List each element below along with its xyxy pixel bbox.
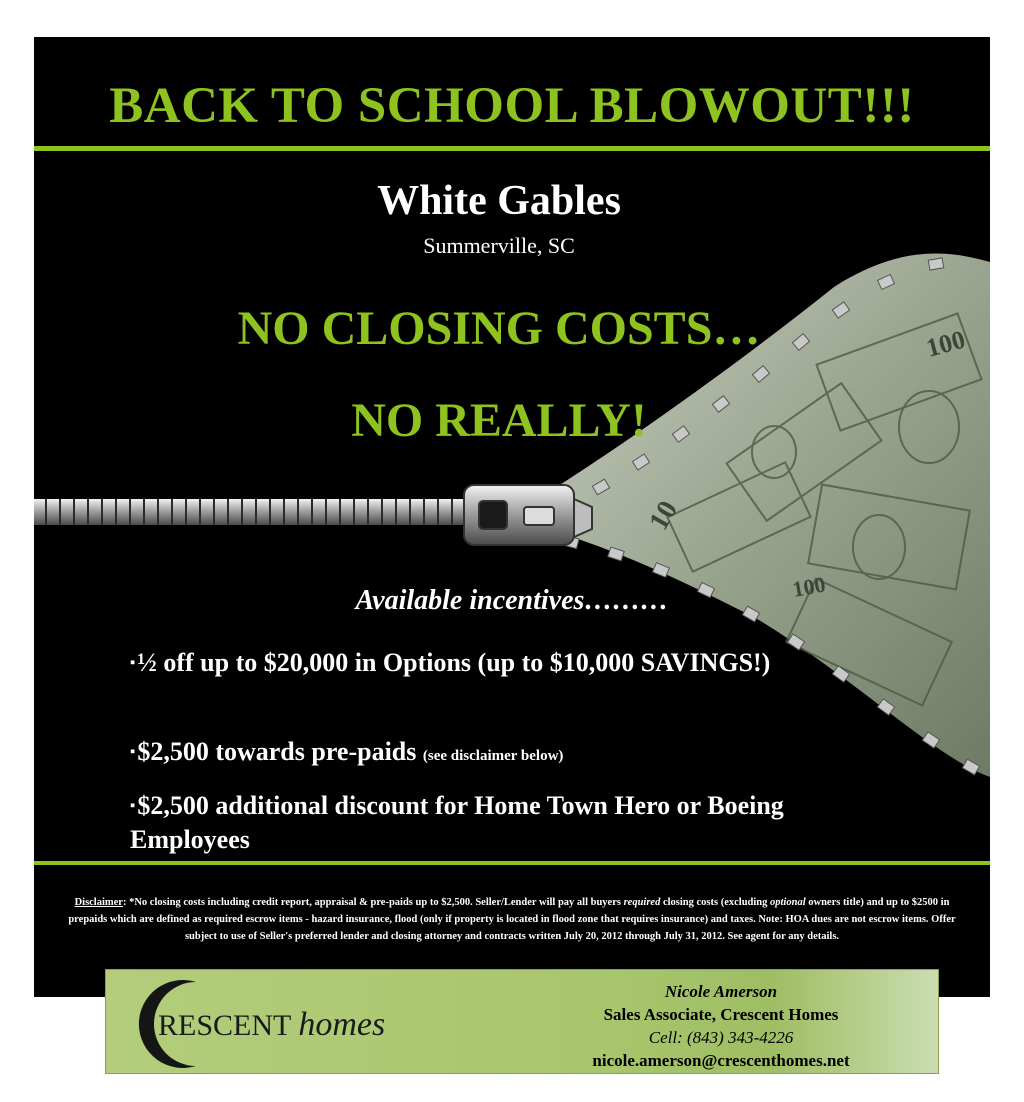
promo-line-1: NO CLOSING COSTS… <box>237 302 761 355</box>
disclaimer-optional: optional <box>770 897 806 908</box>
agent-email: nicole.amerson@crescenthomes.net <box>592 1051 850 1070</box>
zipper-pull <box>464 485 592 545</box>
agent-title: Sales Associate, Crescent Homes <box>603 1005 839 1024</box>
svg-text:10: 10 <box>643 495 685 536</box>
incentive-item <box>130 735 830 773</box>
zipper-track <box>34 499 474 525</box>
promo-line-2: NO REALLY! <box>351 394 647 447</box>
community-name: White Gables <box>377 178 621 224</box>
bullet-icon: ▪ <box>130 798 136 814</box>
svg-text:100: 100 <box>923 324 969 363</box>
incentive-text: $2,500 additional discount for Home Town Hero or Boeing Employees <box>130 791 784 854</box>
headline: BACK TO SCHOOL BLOWOUT!!! <box>109 78 915 134</box>
incentive-text: ½ off up to $20,000 in Options (up to $10,000 SAVINGS!) <box>137 648 771 677</box>
agent-footer <box>105 969 939 1074</box>
disclaimer <box>54 894 970 945</box>
incentive-note: (see disclaimer below) <box>422 748 564 764</box>
crescent-homes-logo <box>158 1006 385 1044</box>
disclaimer-text-3: owners title) and up to $2500 in prepaids which are defined as required escrow items - hazard insurance, flood (only if property is located in flood zone that requires insurance) and taxes. Note: HOA dues are not escrow items. Offer subject to use of Seller's preferred lender and closing attorney and contracts written July 20, 2012 through July 31, 2012. See agent for any details. <box>68 897 956 942</box>
incentive-item <box>130 789 830 856</box>
community-location: Summerville, SC <box>423 233 575 258</box>
logo-brand-text: RESCENT <box>158 1009 291 1042</box>
incentives-heading: Available incentives……… <box>355 585 669 616</box>
incentive-text: $2,500 towards pre-paids <box>137 737 417 766</box>
agent-name: Nicole Amerson <box>664 982 778 1001</box>
logo-brand-script: homes <box>298 1006 386 1043</box>
agent-phone: Cell: (843) 343-4226 <box>648 1028 794 1047</box>
flyer <box>34 37 990 997</box>
incentive-item <box>130 646 830 680</box>
disclaimer-text-1: : *No closing costs including credit report, appraisal & pre-paids up to $2,500. Seller/Lender will pay all buyers <box>122 897 624 908</box>
disclaimer-text-2: closing costs (excluding <box>660 897 771 908</box>
bottom-divider <box>34 861 990 865</box>
bullet-icon: ▪ <box>130 655 136 671</box>
svg-text:100: 100 <box>790 571 828 602</box>
disclaimer-required: required <box>623 897 661 908</box>
bullet-icon: ▪ <box>130 744 136 760</box>
agent-contact <box>556 980 886 1072</box>
disclaimer-label: Disclaimer <box>74 897 123 908</box>
